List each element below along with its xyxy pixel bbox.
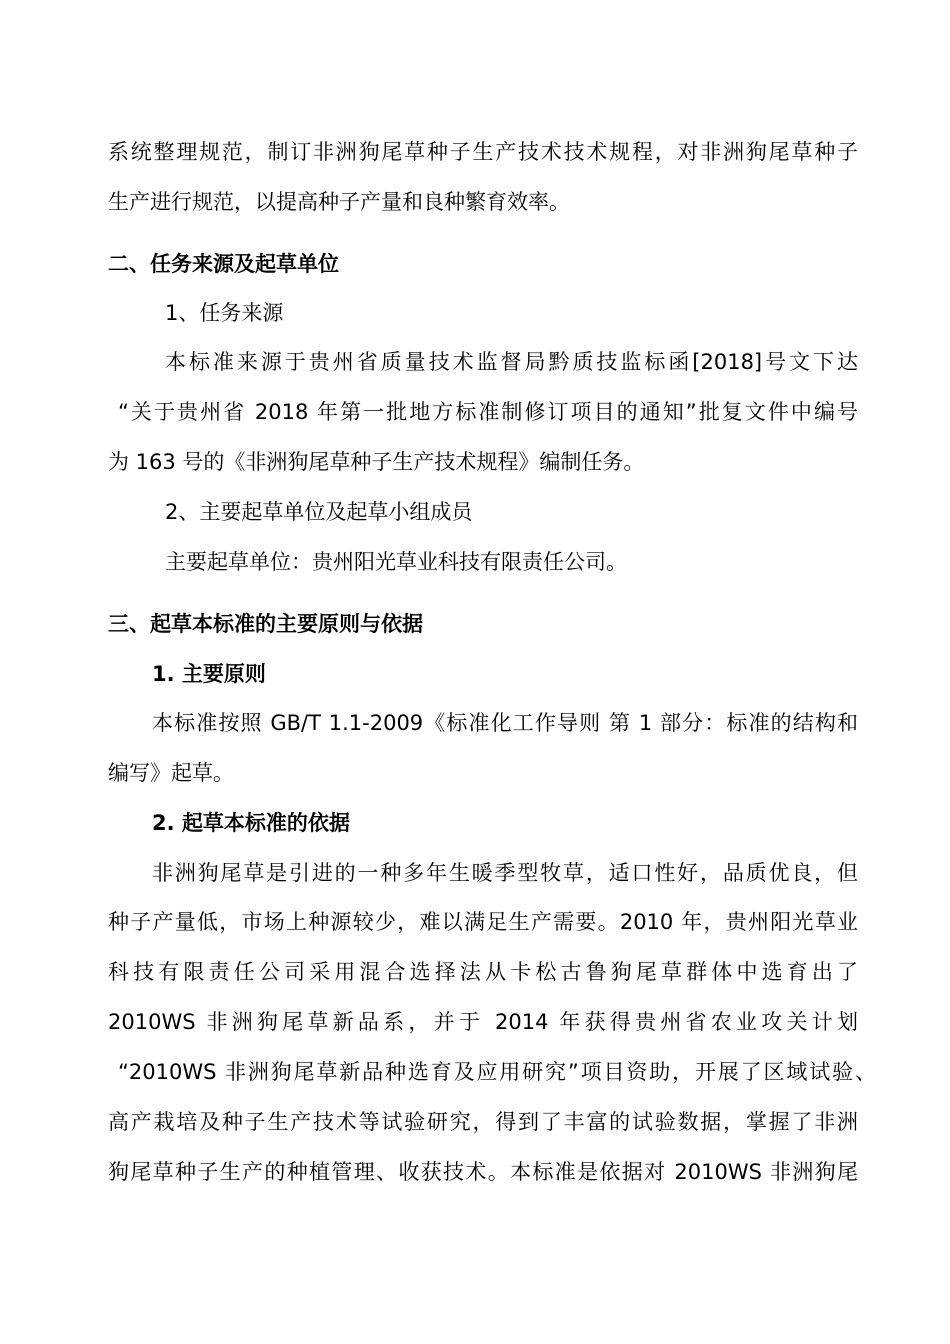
subsection-heading: 1. 主要原则	[152, 662, 266, 686]
subsection-heading: 2. 起草本标准的依据	[152, 811, 350, 835]
subsection-heading: 2、主要起草单位及起草小组成员	[165, 500, 473, 524]
paragraph-line: 2010WS 非洲狗尾草新品系，并于 2014 年获得贵州省农业攻关计划	[108, 1010, 858, 1034]
paragraph-line: 编写》起草。	[108, 761, 234, 785]
paragraph-line: 系统整理规范，制订非洲狗尾草种子生产技术技术规程，对非洲狗尾草种子	[108, 140, 858, 164]
paragraph-line: 本标准按照 GB/T 1.1-2009《标准化工作导则 第 1 部分：标准的结构和	[152, 711, 858, 735]
paragraph-line: 种子产量低，市场上种源较少，难以满足生产需要。2010 年，贵州阳光草业	[108, 910, 858, 934]
subsection-heading: 1、任务来源	[165, 301, 284, 325]
paragraph-line: 为 163 号的《非洲狗尾草种子生产技术规程》编制任务。	[108, 450, 645, 474]
paragraph-line: 狗尾草种子生产的种植管理、收获技术。本标准是依据对 2010WS 非洲狗尾	[108, 1160, 858, 1184]
paragraph-line: 高产栽培及种子生产技术等试验研究，得到了丰富的试验数据，掌握了非洲	[108, 1110, 858, 1134]
paragraph-line: 非洲狗尾草是引进的一种多年生暖季型牧草，适口性好，品质优良，但	[152, 861, 858, 885]
paragraph-line: 本标准来源于贵州省质量技术监督局黔质技监标函[2018]号文下达	[165, 350, 858, 374]
section-heading: 二、任务来源及起草单位	[108, 252, 339, 276]
paragraph-line: 科技有限责任公司采用混合选择法从卡松古鲁狗尾草群体中选育出了	[108, 960, 858, 984]
paragraph-line: “关于贵州省 2018 年第一批地方标准制修订项目的通知”批复文件中编号	[118, 400, 858, 424]
paragraph-line: 主要起草单位：贵州阳光草业科技有限责任公司。	[165, 550, 627, 574]
section-heading: 三、起草本标准的主要原则与依据	[108, 612, 423, 636]
paragraph-line: 生产进行规范，以提高种子产量和良种繁育效率。	[108, 190, 570, 214]
paragraph-line: “2010WS 非洲狗尾草新品种选育及应用研究”项目资助，开展了区域试验、	[118, 1060, 876, 1084]
